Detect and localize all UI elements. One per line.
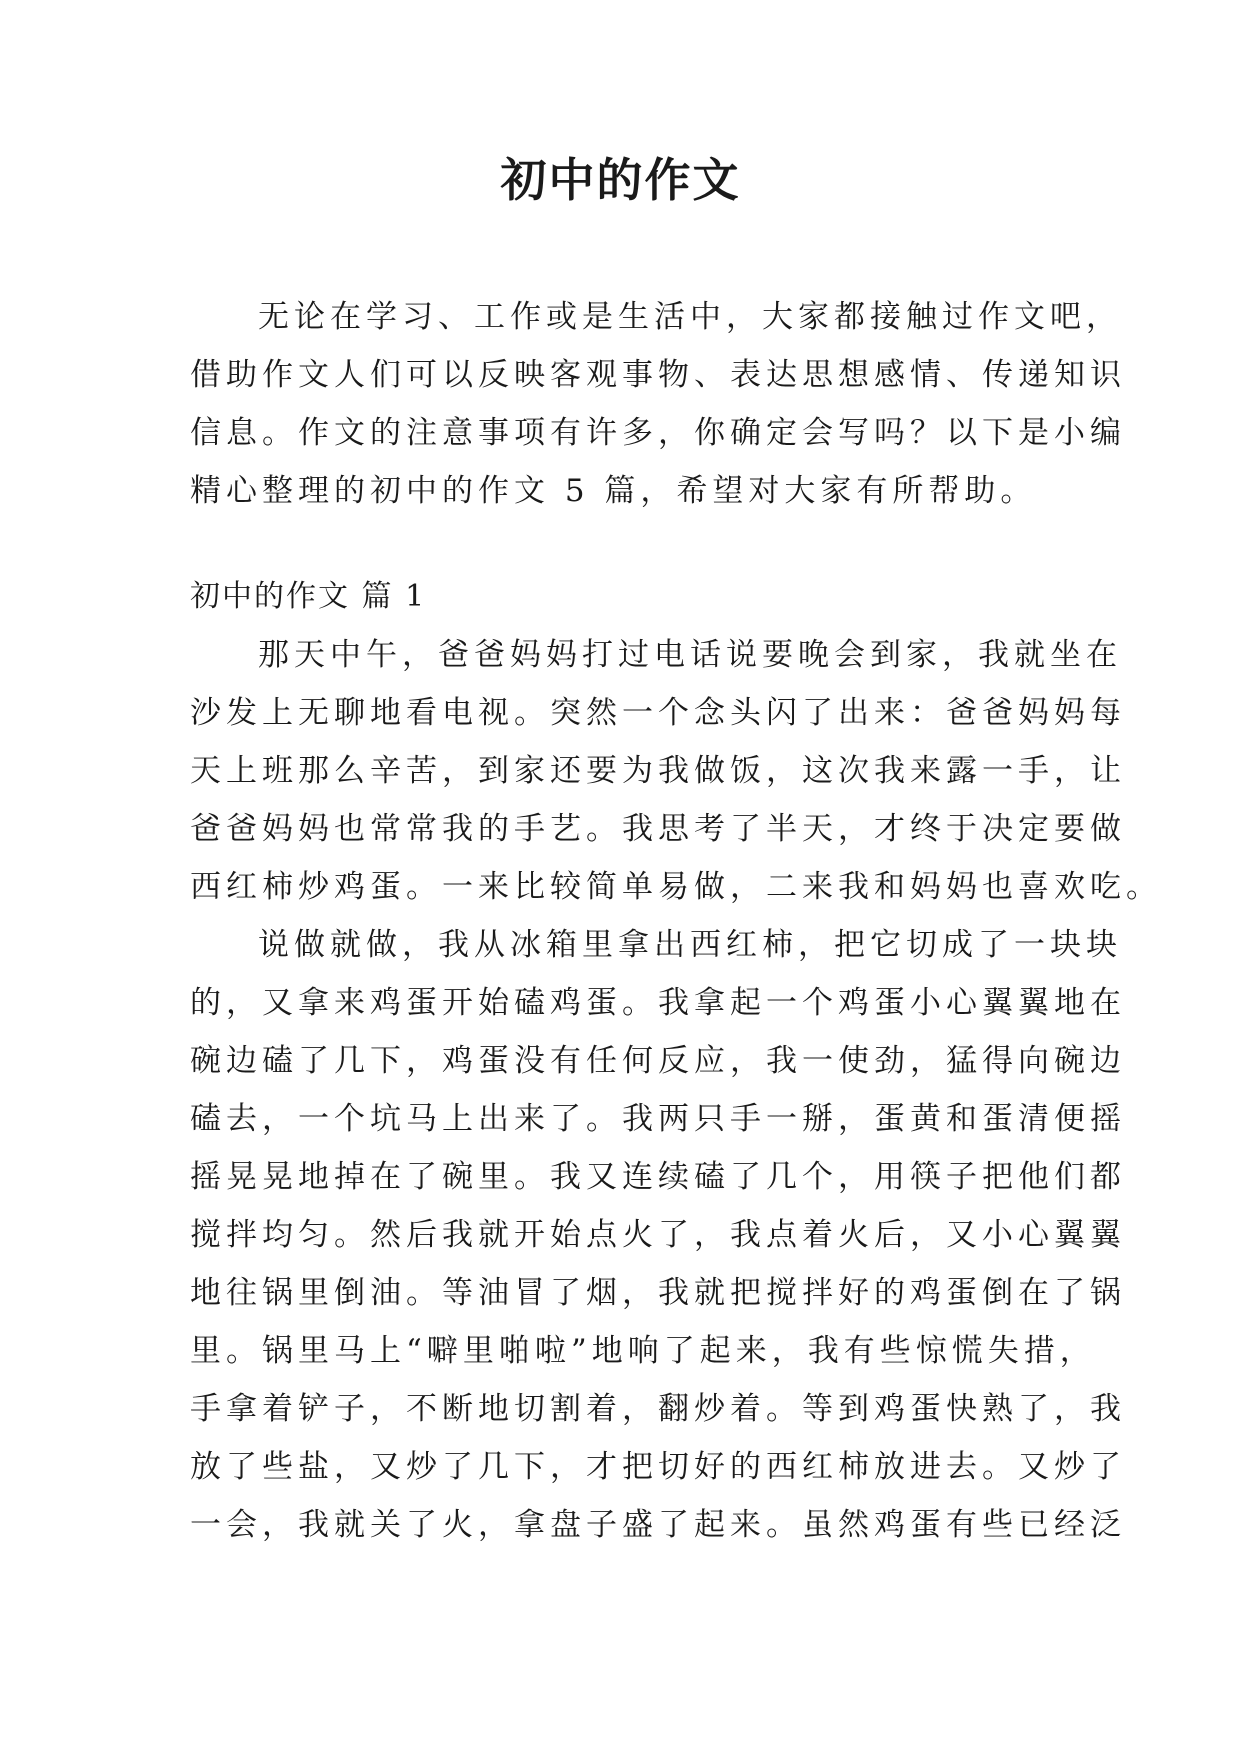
- essay-line: 西红柿炒鸡蛋。一来比较简单易做，二来我和妈妈也喜欢吃。: [190, 869, 1162, 905]
- document-title: 初中的作文: [500, 153, 741, 207]
- intro-line: 精心整理的初中的作文 5 篇，希望对大家有所帮助。: [190, 473, 1037, 509]
- essay-line: 天上班那么辛苦，到家还要为我做饭，这次我来露一手，让: [190, 753, 1126, 789]
- essay-line: 磕去，一个坑马上出来了。我两只手一掰，蛋黄和蛋清便摇: [190, 1101, 1126, 1137]
- essay-paragraph-2: [190, 916, 1126, 1554]
- essay-paragraph-1: [190, 626, 1162, 916]
- document-body: [190, 288, 1162, 1554]
- intro-line: 信息。作文的注意事项有许多，你确定会写吗？以下是小编: [190, 415, 1126, 451]
- essay-line: 碗边磕了几下，鸡蛋没有任何反应，我一使劲，猛得向碗边: [190, 1043, 1126, 1079]
- intro-line: 借助作文人们可以反映客观事物、表达思想感情、传递知识: [190, 357, 1126, 393]
- essay-line: 一会，我就关了火，拿盘子盛了起来。虽然鸡蛋有些已经泛: [190, 1507, 1126, 1543]
- essay-line: 沙发上无聊地看电视。突然一个念头闪了出来：爸爸妈妈每: [190, 695, 1126, 731]
- essay-line: 爸爸妈妈也常常我的手艺。我思考了半天，才终于决定要做: [190, 811, 1126, 847]
- essay-line: 说做就做，我从冰箱里拿出西红柿，把它切成了一块块: [258, 927, 1122, 963]
- essay-line: 的，又拿来鸡蛋开始磕鸡蛋。我拿起一个鸡蛋小心翼翼地在: [190, 985, 1126, 1021]
- essay-line: 搅拌均匀。然后我就开始点火了，我点着火后，又小心翼翼: [190, 1217, 1126, 1253]
- paragraph-gap: [190, 520, 1060, 568]
- essay-line: 放了些盐，又炒了几下，才把切好的西红柿放进去。又炒了: [190, 1449, 1126, 1485]
- essay-line: 里。锅里马上“噼里啪啦”地响了起来，我有些惊慌失措，: [190, 1333, 1096, 1369]
- section-heading: 初中的作文 篇 1: [190, 579, 427, 614]
- intro-paragraph: [190, 288, 1126, 520]
- essay-line: 地往锅里倒油。等油冒了烟，我就把搅拌好的鸡蛋倒在了锅: [190, 1275, 1126, 1311]
- intro-line: 无论在学习、工作或是生活中，大家都接触过作文吧，: [258, 299, 1122, 335]
- essay-line: 手拿着铲子，不断地切割着，翻炒着。等到鸡蛋快熟了，我: [190, 1391, 1126, 1427]
- essay-line: 摇晃晃地掉在了碗里。我又连续磕了几个，用筷子把他们都: [190, 1159, 1126, 1195]
- essay-line: 那天中午，爸爸妈妈打过电话说要晚会到家，我就坐在: [258, 637, 1122, 673]
